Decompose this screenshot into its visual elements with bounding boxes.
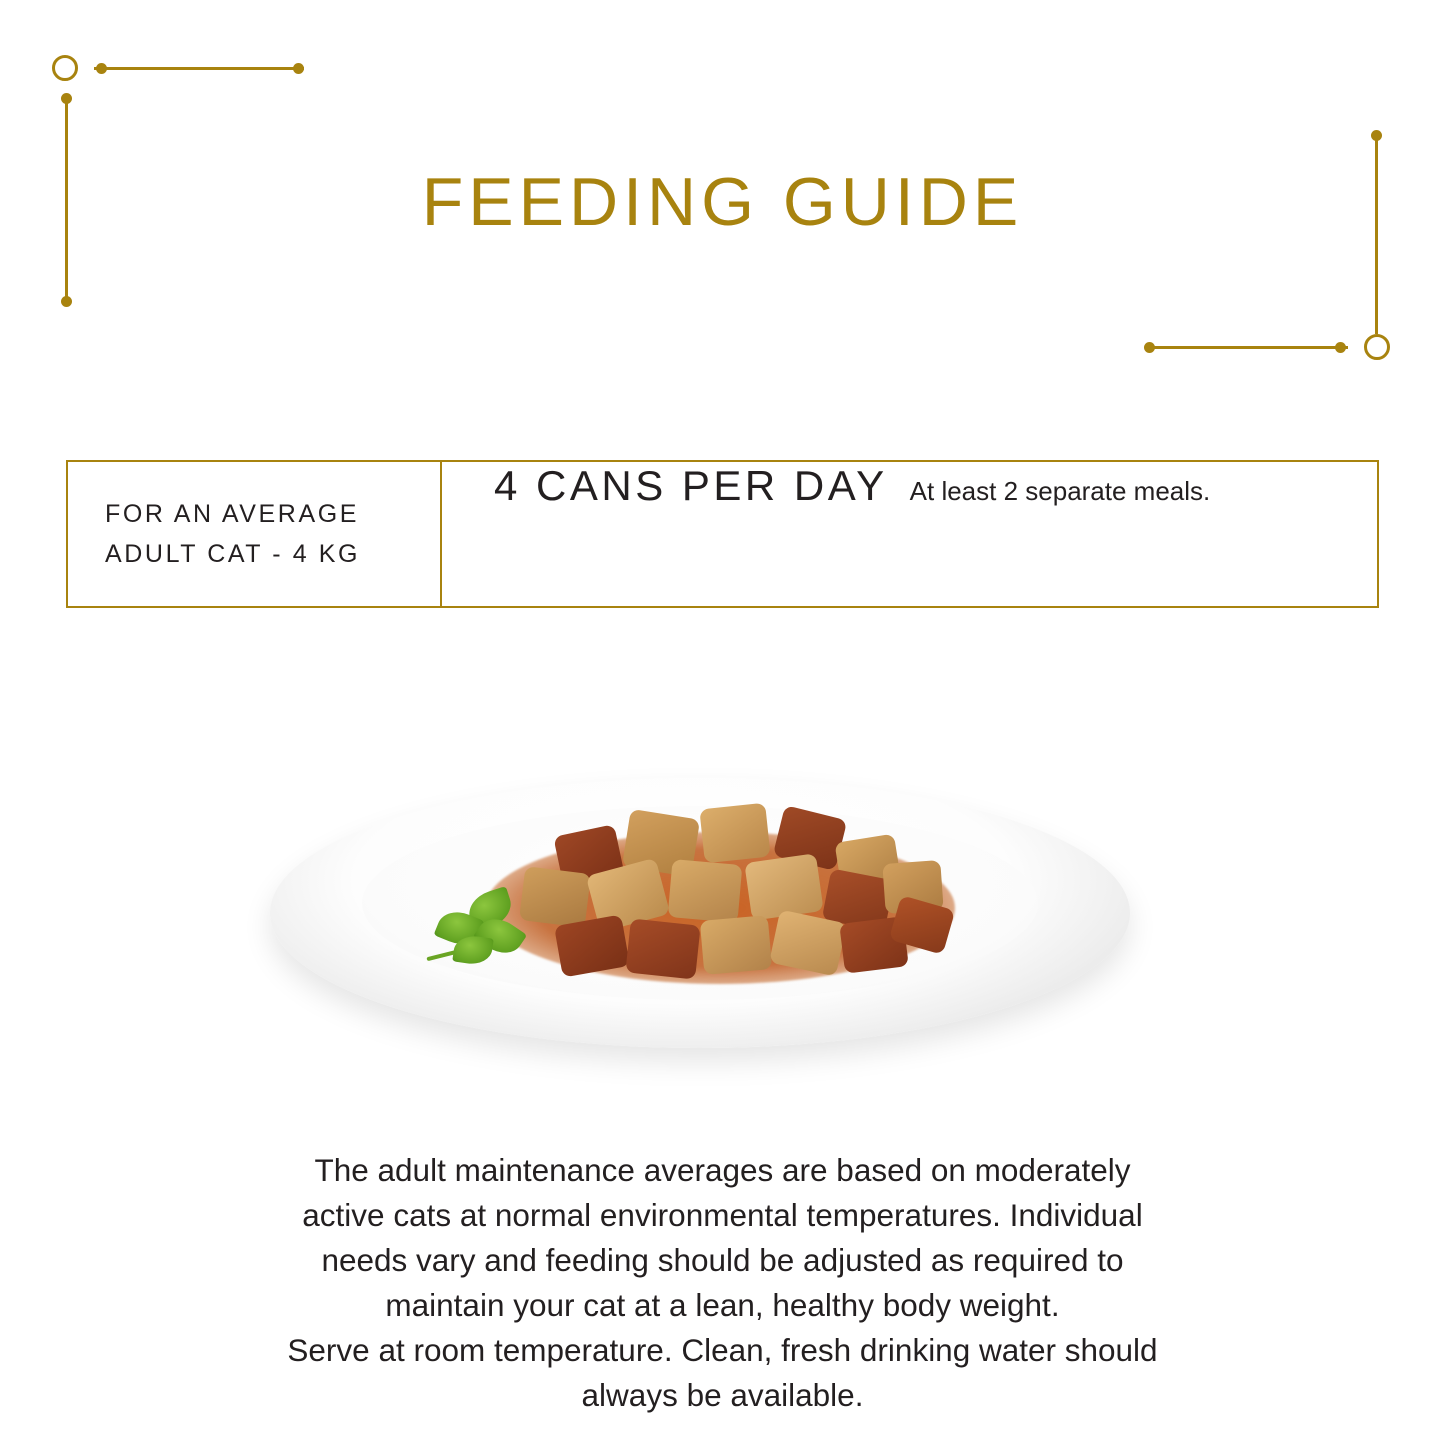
corner-horizontal-line xyxy=(94,67,304,70)
food-chunk xyxy=(699,803,770,864)
instructions-line: needs vary and feeding should be adjusted as required to xyxy=(321,1242,1124,1278)
corner-ring-right-icon xyxy=(1364,334,1390,360)
instructions-line: The adult maintenance averages are based on moderately xyxy=(314,1152,1131,1188)
feeding-table-value-cell xyxy=(442,462,1377,606)
page-title: FEEDING GUIDE xyxy=(421,164,1024,240)
corner-dot-right-icon xyxy=(1335,342,1346,353)
corner-dot-vertical-end-icon xyxy=(61,296,72,307)
feeding-note: At least 2 separate meals. xyxy=(909,476,1211,506)
corner-dot-icon xyxy=(96,63,107,74)
corner-dot-right-end-icon xyxy=(1144,342,1155,353)
feeding-instructions xyxy=(0,1148,1445,1418)
food-chunk xyxy=(668,859,743,923)
feeding-amount: 4 CANS PER DAY xyxy=(494,462,888,509)
corner-dot-end-icon xyxy=(293,63,304,74)
product-image xyxy=(270,770,1175,1070)
corner-ring-icon xyxy=(52,55,78,81)
corner-dot-right-vertical-icon xyxy=(1371,130,1382,141)
instructions-line: maintain your cat at a lean, healthy body weight. xyxy=(385,1287,1060,1323)
instructions-line: active cats at normal environmental temperatures. Individual xyxy=(302,1197,1143,1233)
parsley-garnish-icon xyxy=(420,890,535,970)
instructions-line: Serve at room temperature. Clean, fresh drinking water should xyxy=(287,1332,1158,1368)
feeding-table-label-cell xyxy=(68,462,442,606)
feeding-label-line-2: ADULT CAT - 4 KG xyxy=(105,540,361,568)
corner-dot-vertical-icon xyxy=(61,93,72,104)
instructions-line: always be available. xyxy=(581,1377,864,1413)
feeding-label-line-1: FOR AN AVERAGE xyxy=(105,500,360,528)
food-chunk xyxy=(519,866,591,928)
corner-horizontal-line-right xyxy=(1148,346,1348,349)
food-chunk xyxy=(700,915,772,975)
feeding-table xyxy=(66,460,1379,608)
food-chunk xyxy=(625,918,700,979)
